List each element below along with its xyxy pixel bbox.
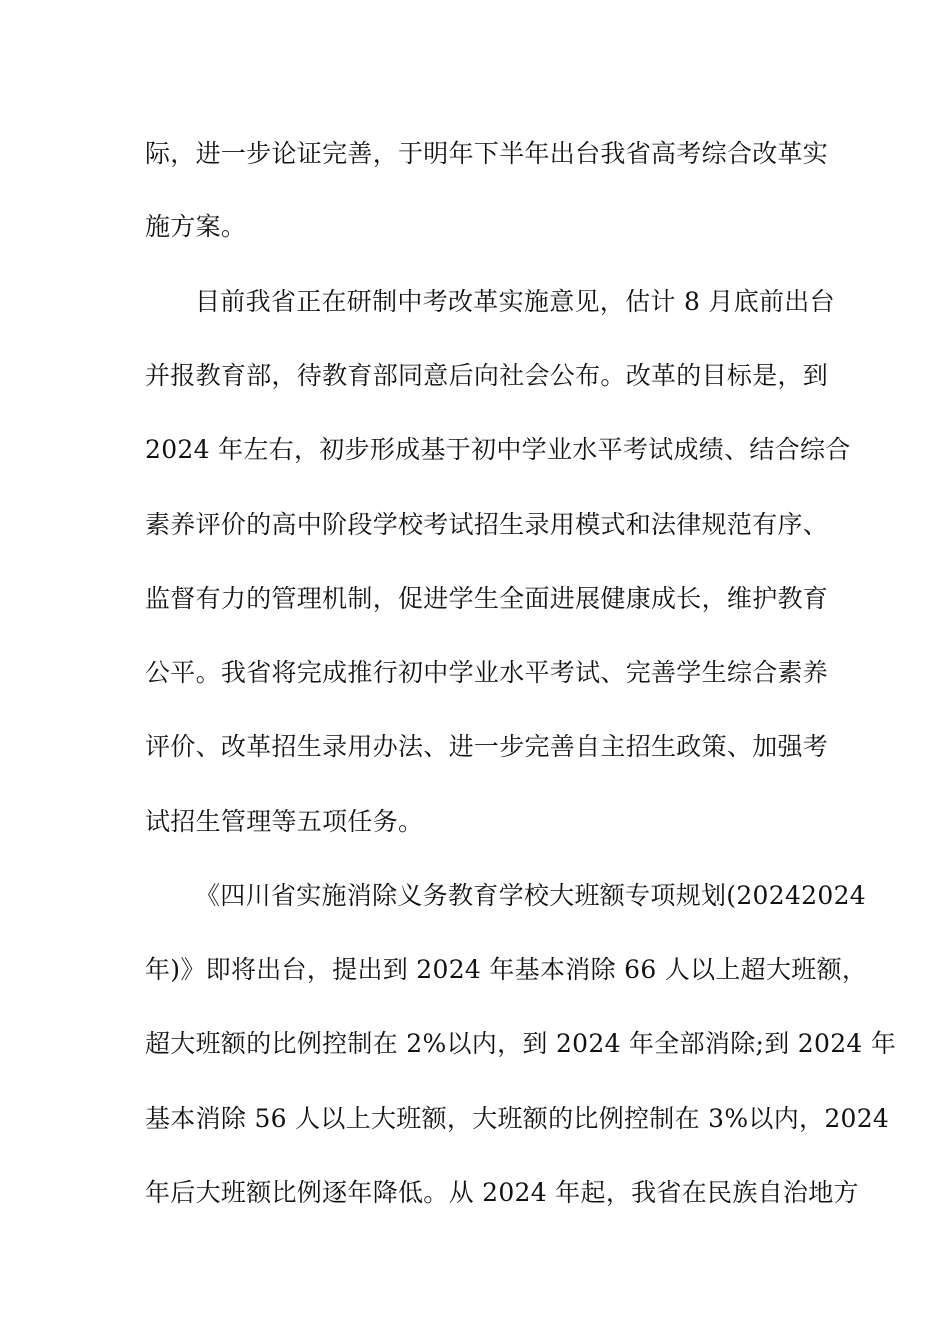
paragraph-first-line: 目前我省正在研制中考改革实施意见，估计 8 月底前出台 [195,287,835,316]
text-line: 并报教育部，待教育部同意后向社会公布。改革的目标是，到 [145,361,829,390]
text-line: 际，进一步论证完善，于明年下半年出台我省高考综合改革实 [145,139,829,168]
text-line: 基本消除 56 人以上大班额，大班额的比例控制在 3%以内，2024 [145,1104,890,1133]
text-line: 施方案。 [145,212,247,241]
text-line: 试招生管理等五项任务。 [145,807,424,836]
paragraph-first-line: 《四川省实施消除义务教育学校大班额专项规划(20242024 [195,881,867,910]
text-line: 评价、改革招生录用办法、进一步完善自主招生政策、加强考 [145,732,829,761]
text-line: 年)》即将出台，提出到 2024 年基本消除 66 人以上超大班额， [145,955,868,984]
text-line: 超大班额的比例控制在 2%以内，到 2024 年全部消除;到 2024 年 [145,1029,897,1058]
text-line: 年后大班额比例逐年降低。从 2024 年起，我省在民族自治地方 [145,1178,859,1207]
text-line: 公平。我省将完成推行初中学业水平考试、完善学生综合素养 [145,658,829,687]
text-line: 素养评价的高中阶段学校考试招生录用模式和法律规范有序、 [145,510,829,539]
text-line: 2024 年左右，初步形成基于初中学业水平考试成绩、结合综合 [145,435,851,464]
text-line: 监督有力的管理机制，促进学生全面进展健康成长，维护教育 [145,584,829,613]
